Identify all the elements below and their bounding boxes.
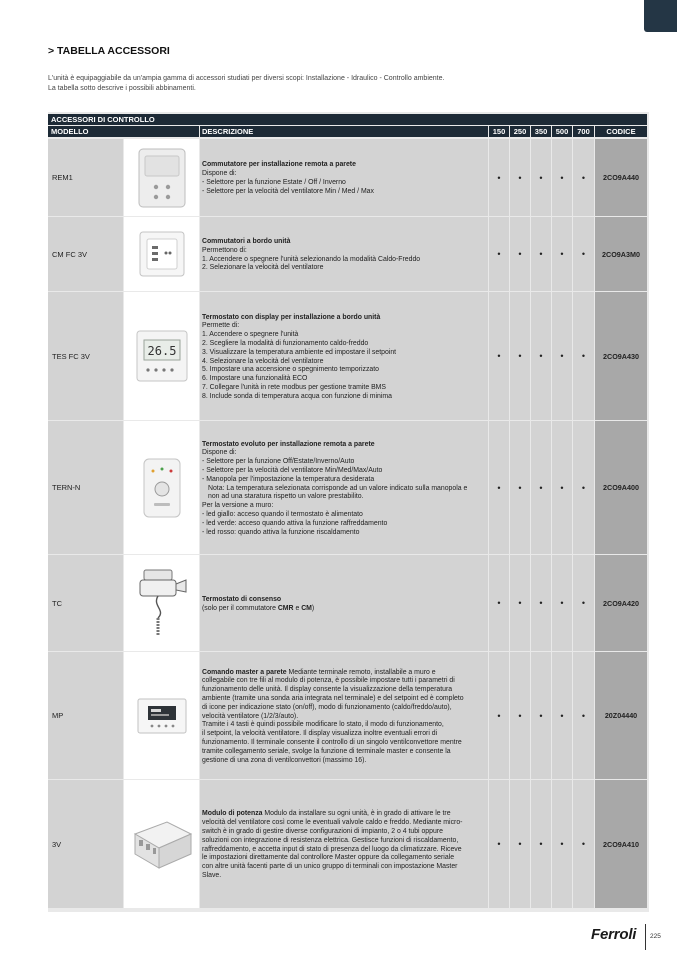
cm-fc-3v-device-icon xyxy=(137,229,187,279)
size-150-dot: • xyxy=(489,555,509,651)
code-cell: 2CO9A3M0 xyxy=(595,217,647,291)
intro-line: La tabella sotto descrive i possibili abbinamenti. xyxy=(48,85,196,92)
rem1-device-icon xyxy=(136,147,188,209)
size-700-dot: • xyxy=(573,292,594,420)
model-cell: REM1 xyxy=(48,139,123,216)
table-row xyxy=(48,780,647,908)
size-350-dot: • xyxy=(531,555,551,651)
header-description: DESCRIZIONE xyxy=(200,126,488,137)
model-cell: 3V xyxy=(48,780,123,908)
size-500-dot: • xyxy=(552,780,572,908)
size-350-dot: • xyxy=(531,421,551,554)
size-500-dot: • xyxy=(552,292,572,420)
size-150-dot: • xyxy=(489,292,509,420)
description-line: - Selettore per la velocità del ventilatore Min/Med/Max/Auto xyxy=(202,467,383,474)
description-line: - Selettore per la funzione Estate / Off / Inverno xyxy=(202,179,346,186)
header-size-700: 700 xyxy=(573,126,594,137)
model-cell: TC xyxy=(48,555,123,651)
description-line: con altre unità facenti parte di un unico gruppo di terminali con impostazione Master xyxy=(202,863,458,871)
size-500-dot: • xyxy=(552,555,572,651)
ferroli-logo: Ferroli xyxy=(591,926,637,943)
description-cell xyxy=(200,292,488,420)
description-line xyxy=(202,669,485,678)
description-cell xyxy=(200,555,488,651)
description-line: gestione di una zona di ventilconvettori (massimo 16). xyxy=(202,756,367,764)
description-line: velocità del ventilatore così come le eventuali valvole caldo e freddo. Mediante micro- xyxy=(202,819,463,827)
description-line: 7. Collegare l'unità in rete modbus per gestione tramite BMS xyxy=(202,383,387,391)
size-700-dot: • xyxy=(573,217,594,291)
table-row xyxy=(48,139,647,216)
description-line: soluzioni con integrazione di resistenza elettrica. Gestisce funzioni di riscaldamento, xyxy=(202,836,459,844)
table-row xyxy=(48,652,647,779)
description-line: non ad una staratura rispetto un valore prestabilito. xyxy=(208,493,364,501)
description-title: Modulo di potenza xyxy=(202,810,263,818)
description-line: il setpoint, la velocità ventilatore. Il display visualizza inoltre eventuali errori di xyxy=(202,730,438,738)
cm-fc-3v-image xyxy=(124,217,199,291)
table-row xyxy=(48,292,647,420)
table-row xyxy=(48,555,647,651)
description-line: Dispone di: xyxy=(202,170,237,178)
description-line: - led giallo: acceso quando il termostato è alimentato xyxy=(202,510,363,518)
description-title: Commutatori a bordo unità xyxy=(202,237,291,245)
size-350-dot: • xyxy=(531,652,551,779)
description-cell xyxy=(200,139,488,216)
description-line: Permettono di: xyxy=(202,246,247,254)
size-350-dot: • xyxy=(531,139,551,216)
3v-power-module-icon xyxy=(127,814,197,874)
description-line: di icone per indicazione stato (on/off), modo di funzionamento (caldo/freddo/auto), xyxy=(202,703,452,711)
page-number-divider xyxy=(645,924,646,950)
size-500-dot: • xyxy=(552,139,572,216)
description-line: switch è in grado di gestire diverse configurazioni di impianto, 2 o 4 tubi oppure xyxy=(202,827,443,835)
description-note xyxy=(202,605,485,614)
tc-sensor-icon xyxy=(132,566,192,640)
description-line: 1. Accendere o spegnere l'unità xyxy=(202,331,299,339)
code-cell: 20Z04440 xyxy=(595,652,647,779)
size-250-dot: • xyxy=(510,139,530,216)
mp-master-panel-icon xyxy=(136,697,188,735)
size-350-dot: • xyxy=(531,780,551,908)
description-line: 2. Selezionare la velocità del ventilatore xyxy=(202,264,324,272)
size-350-dot: • xyxy=(531,292,551,420)
tes-fc-3v-image xyxy=(124,292,199,420)
description-text: Mediante terminale remoto, installabile a muro e xyxy=(286,668,436,676)
table-header-row xyxy=(48,126,647,137)
size-250-dot: • xyxy=(510,421,530,554)
rem1-image xyxy=(124,139,199,216)
size-500-dot: • xyxy=(552,217,572,291)
size-700-dot: • xyxy=(573,652,594,779)
code-cell: 2CO9A440 xyxy=(595,139,647,216)
size-500-dot: • xyxy=(552,421,572,554)
note-cmr: CMR xyxy=(277,604,294,612)
description-cell xyxy=(200,421,488,554)
description-title: Termostato evoluto per installazione remota a parete xyxy=(202,440,375,448)
description-title: Comando master a parete xyxy=(202,668,287,676)
code-cell: 2CO9A400 xyxy=(595,421,647,554)
size-500-dot: • xyxy=(552,652,572,779)
header-size-150: 150 xyxy=(489,126,509,137)
3v-image xyxy=(124,780,199,908)
intro-line: L'unità è equipaggiabile da un'ampia gamma di accessori studiati per diversi scopi: Installazione - Idraulico - Controllo ambiente. xyxy=(48,75,445,82)
model-cell: TES FC 3V xyxy=(48,292,123,420)
size-250-dot: • xyxy=(510,292,530,420)
table-row xyxy=(48,421,647,554)
code-cell: 2CO9A420 xyxy=(595,555,647,651)
description-cell xyxy=(200,780,488,908)
description-line: raffreddamento, e accetta input di stato di presenza del luogo da climatizzare. Riceve xyxy=(202,845,462,853)
description-line: funzionamento delle unità. Il display consente la visualizzazione della temperatura xyxy=(202,686,453,694)
model-cell: TERN-N xyxy=(48,421,123,554)
description-line: - led verde: acceso quando attiva la funzione raffreddamento xyxy=(202,519,388,527)
description-line: ambiente (tramite una sonda aria integrata nel terminale) e del setpoint ed è completo xyxy=(202,695,464,702)
description-line: 6. Impostare una funzionalità ECO xyxy=(202,375,308,383)
description-line: - Selettore per la funzione Off/Estate/Inverno/Auto xyxy=(202,458,355,466)
code-cell: 2CO9A410 xyxy=(595,780,647,908)
size-250-dot: • xyxy=(510,217,530,291)
description-line: 8. Include sonda di temperatura acqua con funzione di minima xyxy=(202,392,392,400)
size-150-dot: • xyxy=(489,652,509,779)
size-700-dot: • xyxy=(573,780,594,908)
note-mid: e xyxy=(293,604,302,612)
description-text: Modulo da installare su ogni unità, è in grado di attivare le tre xyxy=(262,810,451,818)
description-line: le impostazioni direttamente dal controllore Master oppure da collegamento seriale xyxy=(202,854,455,862)
description-cell xyxy=(200,652,488,779)
description-line: Tramite i 4 tasti è quindi possibile modificare lo stato, il modo di funzionamento, xyxy=(202,721,444,729)
mp-image xyxy=(124,652,199,779)
size-150-dot: • xyxy=(489,217,509,291)
description-line: 1. Accendere o spegnere l'unità selezionando la modalità Caldo-Freddo xyxy=(202,255,421,263)
description-title: Termostato di consenso xyxy=(202,595,282,603)
note-cm: CM xyxy=(301,604,312,612)
description-line: Permette di: xyxy=(202,322,240,330)
header-size-250: 250 xyxy=(510,126,530,137)
size-150-dot: • xyxy=(489,139,509,216)
description-line: - Manopola per l'impostazione la temperatura desiderata xyxy=(202,475,375,483)
header-model: MODELLO xyxy=(48,126,199,137)
tes-fc-3v-device-icon xyxy=(134,328,190,384)
description-line: Per la versione a muro: xyxy=(202,502,274,510)
size-250-dot: • xyxy=(510,652,530,779)
accessories-table xyxy=(48,112,649,912)
description-line: Dispone di: xyxy=(202,449,237,457)
tern-n-image xyxy=(124,421,199,554)
description-line: 3. Visualizzare la temperatura ambiente ed impostare il setpoint xyxy=(202,348,397,356)
svg-text:26.5: 26.5 xyxy=(147,344,176,358)
description-line: - led rosso: quando attiva la funzione riscaldamento xyxy=(202,528,360,536)
tern-n-device-icon xyxy=(140,457,184,519)
header-size-500: 500 xyxy=(552,126,572,137)
note-suffix: ) xyxy=(311,604,315,612)
description-line xyxy=(202,810,485,819)
description-line: 2. Scegliere la modalità di funzionamento caldo-freddo xyxy=(202,339,369,347)
note-prefix: (solo per il commutatore xyxy=(202,604,278,612)
size-350-dot: • xyxy=(531,217,551,291)
corner-tab xyxy=(644,0,677,32)
description-line: Slave. xyxy=(202,871,222,879)
header-code: CODICE xyxy=(595,126,647,137)
description-line: Nota: La temperatura selezionata corrisponde ad un valore indicato sulla manopola e xyxy=(208,484,468,492)
description-title: Commutatore per installazione remota a parete xyxy=(202,161,356,169)
description-line: - Selettore per la velocità del ventilatore Min / Med / Max xyxy=(202,187,374,195)
description-line: velocità ventilatore (1/2/3/auto). xyxy=(202,712,299,720)
size-700-dot: • xyxy=(573,555,594,651)
header-size-350: 350 xyxy=(531,126,551,137)
intro-text xyxy=(48,74,444,94)
model-cell: MP xyxy=(48,652,123,779)
description-title: Termostato con display per installazione a bordo unità xyxy=(202,313,381,321)
table-group-title: ACCESSORI DI CONTROLLO xyxy=(48,114,647,125)
size-250-dot: • xyxy=(510,555,530,651)
page-number: 225 xyxy=(650,933,661,940)
description-line: collegabile con tre fili al modulo di potenza, è possibile impostare tutti i parametri di xyxy=(202,677,455,685)
size-700-dot: • xyxy=(573,421,594,554)
description-line: funzionamento. Il terminale consente il controllo di un singolo ventilconvettore mentre xyxy=(202,738,462,746)
size-150-dot: • xyxy=(489,421,509,554)
tc-image xyxy=(124,555,199,651)
section-title: > TABELLA ACCESSORI xyxy=(48,45,170,57)
size-250-dot: • xyxy=(510,780,530,908)
description-line: tramite collegamento seriale, svolge la funzione di terminale master e consente la xyxy=(202,747,451,755)
code-cell: 2CO9A430 xyxy=(595,292,647,420)
table-row xyxy=(48,217,647,291)
description-line: 4. Selezionare la velocità del ventilatore xyxy=(202,357,324,365)
size-150-dot: • xyxy=(489,780,509,908)
description-cell xyxy=(200,217,488,291)
size-700-dot: • xyxy=(573,139,594,216)
model-cell: CM FC 3V xyxy=(48,217,123,291)
description-line: 5. Impostare una accensione o spegnimento temporizzato xyxy=(202,366,379,374)
